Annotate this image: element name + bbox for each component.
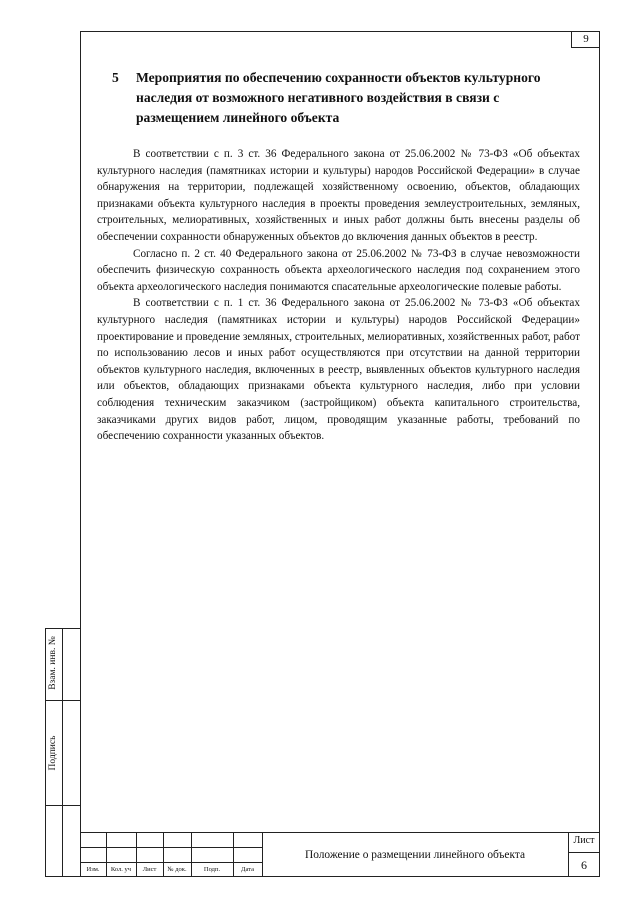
podpis-label: Подпись xyxy=(48,735,58,771)
col-list: Лист xyxy=(142,866,157,873)
col-doc-num: № док. xyxy=(167,866,187,873)
paragraph: В соответствии с п. 3 ст. 36 Федерального закона от 25.06.2002 № 73-ФЗ «Об объектах культурного наследия (памятниках истории и культуры) народов Российской Федерации» в случае обнаружения на территории, подлежащей хозяйственному освоению, объектов, обладающих признаками объекта культурного наследия в проекты проведения землеустроительных, земляных, строительных, мелиоративных, хозяйственных и иных работ должны быть внесены разделы об обеспечении сохранности обнаруженных объектов до включения данных объектов в реестр. xyxy=(97,148,580,243)
page-number: 9 xyxy=(571,31,600,48)
section-number: 5 xyxy=(112,70,119,85)
col-podp: Подп. xyxy=(203,866,221,873)
sheet-number: 6 xyxy=(581,858,587,872)
col-izm: Изм. xyxy=(86,866,100,873)
col-data: Дата xyxy=(241,866,254,873)
section-heading xyxy=(112,68,572,128)
document-title: Положение о размещении линейного объекта xyxy=(304,848,526,861)
paragraph: Согласно п. 2 ст. 40 Федерального закона от 25.06.2002 № 73-ФЗ в случае невозможности обеспечить физическую сохранность объекта археологического наследия под сохранением этого объекта археологического наследия понимаются спасательные археологические полевые работы. xyxy=(97,247,580,293)
paragraph: В соответствии с п. 1 ст. 36 Федерального закона от 25.06.2002 № 73-ФЗ «Об объектах культурного наследия (памятниках истории и культуры) народов Российской Федерации» проектирование и проведение земляных, строительных, мелиоративных, хозяйственных работ, работ по использованию лесов и иных работ осуществляются при отсутствии на данной территории объектов культурного наследия, включенных в реестр, выявленных объектов культурного наследия или объектов, обладающих признаками объекта культурного наследия, либо при условии соблюдения техническим заказчиком (застройщиком) объекта капитального строительства, заказчиками других видов работ, лицом, проводящим указанные работы, требований по обеспечению сохранности указанных объектов. xyxy=(97,297,580,443)
vzam-inv-label: Взам. инв. № xyxy=(48,636,58,690)
section-title: Мероприятия по обеспечению сохранности объектов культурного наследия от возможного негативного воздействия в связи с размещением линейного объекта xyxy=(136,70,541,125)
document-body xyxy=(97,146,580,445)
col-kol-uch: Кол. уч xyxy=(110,866,132,873)
sheet-label: Лист xyxy=(573,835,595,846)
